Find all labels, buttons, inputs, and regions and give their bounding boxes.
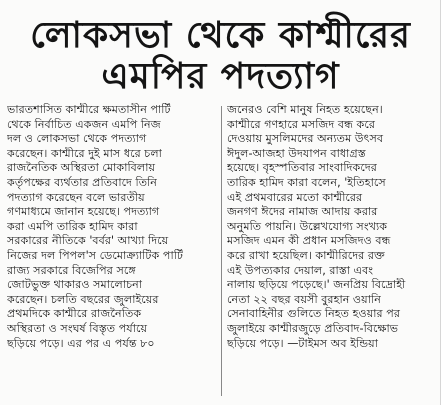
body-line: করা এমপি তারিক হামিদ কারা [7,219,138,233]
body-line: ছড়িয়ে পড়ে। —টাইমস অব ইন্ডিয়া [227,336,379,350]
body-line: কাশ্মীরে গণহারে মসজিদ বন্ধ করে [227,117,375,131]
body-line: অনুমতি পায়নি। উল্লেখযোগ্য সংখ্যক [227,219,388,233]
headline-line-2: এমপির পদত্যাগ [101,56,340,97]
body-line: রাজ্য সরকারে বিজেপির সঙ্গে [7,263,136,277]
body-line: নিজের দল পিপল'স ডেমোক্র্যাটিক পার্টি [7,248,183,262]
headline-line-1: লোকসভা থেকে কাশ্মীরের [30,15,411,56]
article-column-left [7,103,219,351]
body-line: করেছেন। কাশ্মীরে দুই মাস ধরে চলা [7,146,162,160]
body-line: ঈদুল-আজহা উদযাপন বাধাগ্রস্ত [227,146,366,160]
body-line: নালায় ছড়িয়ে পড়েছে।' জনপ্রিয় বিদ্রোহী [227,278,406,292]
body-line: মসজিদ এমন কী প্রধান মসজিদও বন্ধ [227,234,391,248]
body-line: দেওয়ায় মুসলিমদের অন্যতম উৎসব [227,132,384,146]
body-line: সেনাবাহিনীর গুলিতে নিহত হওয়ার পর [227,307,401,321]
body-line: পদত্যাগ করেছেন বলে ভারতীয় [7,190,145,204]
body-line: হয়েছে। বৃহস্পতিবার সাংবাদিকদের [227,161,377,175]
body-line: গণমাধ্যমে জানান হয়েছে। পদত্যাগ [7,205,160,219]
body-line: থেকে নির্বাচিত একজন এমপি নিজ [7,117,161,131]
body-line: জোটভুক্ত থাকারও সমালোচনা [7,278,143,292]
body-line: অস্থিরতা ও সংঘর্ষ বিস্তৃত পর্যায়ে [7,321,148,335]
body-line: এই প্রথমবারের মতো কাশ্মীরের [227,190,363,204]
body-line: করেছেন। চলতি বছরের জুলাইয়ের [7,292,159,306]
body-line: করে রাখা হয়েছিল। কাশ্মীরিদের রক্ত [227,248,385,262]
body-line: দল ও লোকসভা থেকে পদত্যাগ [7,132,147,146]
body-line: জনগণ ঈদের নামাজ আদায় করার [227,205,378,219]
body-line: রাজনৈতিক অস্থিরতা মোকাবিলায় [7,161,156,175]
body-line: সরকারের নীতিকে 'বর্বর' আখ্যা দিয়ে [7,234,169,248]
body-line: কর্তৃপক্ষের ব্যর্থতার প্রতিবাদে তিনি [7,175,157,189]
body-line: ভারতশাসিত কাশ্মীরে ক্ষমতাসীন পার্টি [7,103,171,116]
body-line: ছড়িয়ে পড়ে। এর পর এ পর্যন্ত ৮০ [7,336,155,350]
body-line: জনেরও বেশি মানুষ নিহত হয়েছেন। [227,103,383,116]
body-line: এই উপত্যকার দেয়াল, রাস্তা এবং [227,263,374,277]
body-line: প্রথমদিকে কাশ্মীরে রাজনৈতিক [7,307,142,321]
body-line: জুলাইয়ে কাশ্মীরজুড়ে প্রতিবাদ-বিক্ষোভ [227,321,399,335]
body-line: নেতা ২২ বছর বয়সী বুরহান ওয়ানি [227,292,381,306]
article-column-right [227,103,439,351]
body-line: তারিক হামিদ কারা বলেন, 'ইতিহাসে [227,175,386,189]
column-divider [221,106,222,396]
